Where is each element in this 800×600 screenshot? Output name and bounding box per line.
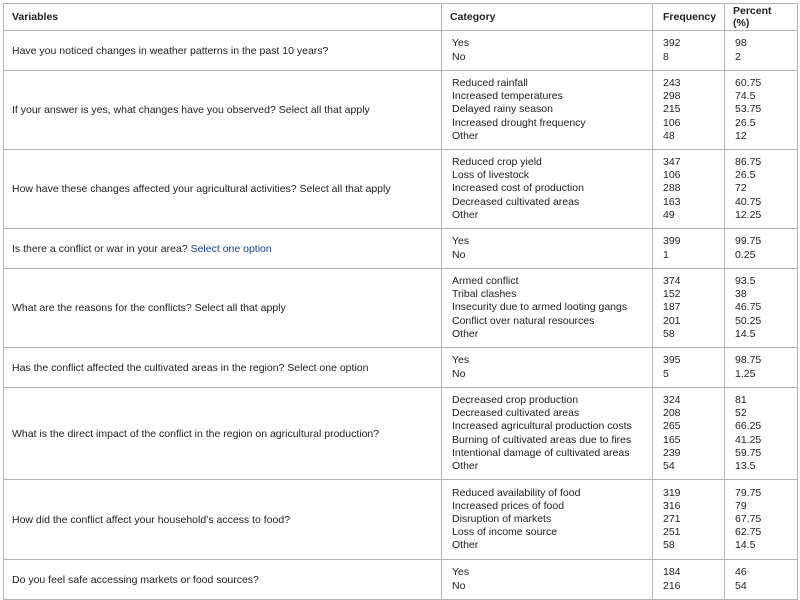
frequency-value: 298 — [663, 90, 681, 103]
category-item: Yes — [452, 37, 470, 50]
percent-value: 79 — [735, 499, 747, 512]
category-item: Loss of income source — [452, 526, 558, 539]
category-cell — [442, 150, 653, 229]
category-item: No — [452, 579, 466, 592]
percent-cell — [725, 269, 798, 348]
frequency-value: 239 — [663, 446, 681, 459]
frequency-value: 347 — [663, 156, 681, 169]
category-cell — [442, 229, 653, 269]
frequency-value: 48 — [663, 129, 675, 142]
frequency-value: 288 — [663, 182, 681, 195]
frequency-cell — [653, 31, 725, 71]
percent-value: 0.25 — [735, 248, 756, 261]
frequency-value: 251 — [663, 526, 681, 539]
percent-value: 12.25 — [735, 208, 762, 221]
category-cell — [442, 348, 653, 388]
frequency-cell — [653, 560, 725, 600]
frequency-value: 395 — [663, 354, 681, 367]
category-item: Tribal clashes — [452, 288, 517, 301]
percent-value: 2 — [735, 50, 741, 63]
category-cell — [442, 269, 653, 348]
percent-value: 98 — [735, 37, 747, 50]
category-item: Yes — [452, 566, 470, 579]
frequency-value: 243 — [663, 77, 681, 90]
frequency-value: 316 — [663, 499, 681, 512]
category-item: No — [452, 50, 466, 63]
percent-value: 50.25 — [735, 314, 762, 327]
percent-value: 40.75 — [735, 195, 762, 208]
frequency-value: 187 — [663, 301, 681, 314]
frequency-value: 392 — [663, 37, 681, 50]
percent-cell — [725, 348, 798, 388]
percent-value: 26.5 — [735, 169, 756, 182]
percent-value: 14.5 — [735, 327, 756, 340]
frequency-cell — [653, 388, 725, 480]
category-item: Conflict over natural resources — [452, 314, 595, 327]
frequency-value: 58 — [663, 327, 675, 340]
table-row — [4, 269, 798, 348]
question-cell — [4, 229, 442, 269]
frequency-value: 163 — [663, 195, 681, 208]
category-item: Increased prices of food — [452, 499, 565, 512]
frequency-value: 216 — [663, 579, 681, 592]
category-item: Increased drought frequency — [452, 116, 586, 129]
question-cell — [4, 71, 442, 150]
frequency-value: 1 — [663, 248, 669, 261]
frequency-value: 201 — [663, 314, 681, 327]
category-item: Increased temperatures — [452, 90, 563, 103]
category-item: Delayed rainy season — [452, 103, 553, 116]
frequency-cell — [653, 480, 725, 560]
frequency-value: 152 — [663, 288, 681, 301]
category-item: Other — [452, 208, 479, 221]
category-item: Other — [452, 459, 479, 472]
category-item: Decreased crop production — [452, 394, 579, 407]
percent-value: 81 — [735, 394, 747, 407]
frequency-cell — [653, 229, 725, 269]
percent-value: 86.75 — [735, 156, 762, 169]
percent-value: 13.5 — [735, 459, 756, 472]
question-cell — [4, 480, 442, 560]
question-cell — [4, 150, 442, 229]
category-item: Insecurity due to armed looting gangs — [452, 301, 628, 314]
category-item: Armed conflict — [452, 275, 519, 288]
table-row — [4, 31, 798, 71]
category-item: Increased cost of production — [452, 182, 584, 195]
question-text: Do you feel safe accessing markets or food sources? — [12, 573, 259, 586]
category-item: Other — [452, 129, 479, 142]
category-item: Burning of cultivated areas due to fires — [452, 433, 632, 446]
question-cell — [4, 31, 442, 71]
frequency-value: 399 — [663, 235, 681, 248]
header-category: Category — [442, 4, 653, 31]
category-cell — [442, 480, 653, 560]
percent-value: 74.5 — [735, 90, 756, 103]
percent-cell — [725, 150, 798, 229]
frequency-cell — [653, 71, 725, 150]
percent-value: 12 — [735, 129, 747, 142]
table-row — [4, 229, 798, 269]
category-item: Reduced crop yield — [452, 156, 542, 169]
table-row — [4, 348, 798, 388]
percent-value: 98.75 — [735, 354, 762, 367]
percent-value: 38 — [735, 288, 747, 301]
frequency-value: 324 — [663, 394, 681, 407]
percent-value: 1.25 — [735, 367, 756, 380]
frequency-value: 215 — [663, 103, 681, 116]
header-variables: Variables — [4, 4, 442, 31]
table-row — [4, 71, 798, 150]
frequency-cell — [653, 348, 725, 388]
frequency-value: 184 — [663, 566, 681, 579]
category-cell — [442, 31, 653, 71]
percent-value: 99.75 — [735, 235, 762, 248]
header-row — [4, 4, 798, 31]
percent-value: 14.5 — [735, 539, 756, 552]
frequency-value: 165 — [663, 433, 681, 446]
category-item: Reduced rainfall — [452, 77, 528, 90]
category-item: Increased agricultural production costs — [452, 420, 632, 433]
question-text: How did the conflict affect your household’s access to food? — [12, 513, 291, 526]
question-text: Is there a conflict or war in your area? — [12, 242, 191, 255]
category-item: No — [452, 248, 466, 261]
category-item: Yes — [452, 235, 470, 248]
category-cell — [442, 560, 653, 600]
category-item: Loss of livestock — [452, 169, 530, 182]
percent-value: 60.75 — [735, 77, 762, 90]
percent-cell — [725, 31, 798, 71]
percent-cell — [725, 388, 798, 480]
question-text: Have you noticed changes in weather patterns in the past 10 years? — [12, 44, 329, 57]
frequency-value: 106 — [663, 116, 681, 129]
percent-value: 46 — [735, 566, 747, 579]
question-cell — [4, 348, 442, 388]
header-percent: Percent (%) — [725, 4, 798, 31]
category-item: Other — [452, 539, 479, 552]
table-row — [4, 480, 798, 560]
frequency-value: 58 — [663, 539, 675, 552]
percent-cell — [725, 480, 798, 560]
frequency-value: 106 — [663, 169, 681, 182]
percent-value: 62.75 — [735, 526, 762, 539]
question-text: If your answer is yes, what changes have you observed? Select all that apply — [12, 104, 370, 116]
frequency-value: 5 — [663, 367, 669, 380]
table-row — [4, 560, 798, 600]
category-item: Reduced availability of food — [452, 486, 581, 499]
percent-value: 72 — [735, 182, 747, 195]
frequency-value: 208 — [663, 407, 681, 420]
question-text: How have these changes affected your agricultural activities? Select all that apply — [12, 183, 391, 195]
percent-value: 79.75 — [735, 486, 762, 499]
category-item: Decreased cultivated areas — [452, 407, 580, 420]
question-text: What is the direct impact of the conflict in the region on agricultural production? — [12, 427, 380, 440]
table-body — [4, 31, 798, 600]
question-text: What are the reasons for the conflicts? Select all that apply — [12, 302, 286, 314]
category-item: Decreased cultivated areas — [452, 195, 580, 208]
frequency-value: 319 — [663, 486, 681, 499]
percent-value: 59.75 — [735, 446, 762, 459]
frequency-value: 54 — [663, 459, 675, 472]
category-item: Yes — [452, 354, 470, 367]
frequency-value: 374 — [663, 275, 681, 288]
percent-value: 93.5 — [735, 275, 756, 288]
percent-cell — [725, 71, 798, 150]
question-highlight-text: Select one option — [190, 242, 272, 255]
question-text: Has the conflict affected the cultivated areas in the region? Select one option — [12, 361, 369, 374]
frequency-value: 49 — [663, 208, 675, 221]
table-row — [4, 388, 798, 480]
frequency-cell — [653, 269, 725, 348]
frequency-cell — [653, 150, 725, 229]
percent-cell — [725, 229, 798, 269]
question-cell — [4, 560, 442, 600]
category-cell — [442, 71, 653, 150]
frequency-value: 271 — [663, 512, 681, 525]
percent-value: 46.75 — [735, 301, 762, 314]
percent-value: 52 — [735, 407, 747, 420]
question-cell — [4, 388, 442, 480]
percent-value: 53.75 — [735, 103, 762, 116]
header-frequency: Frequency — [653, 4, 725, 31]
table-row — [4, 150, 798, 229]
category-cell — [442, 388, 653, 480]
percent-value: 66.25 — [735, 420, 762, 433]
percent-value: 67.75 — [735, 512, 762, 525]
percent-value: 54 — [735, 579, 747, 592]
percent-value: 26.5 — [735, 116, 756, 129]
frequency-value: 8 — [663, 50, 669, 63]
category-item: Intentional damage of cultivated areas — [452, 446, 630, 459]
category-item: Disruption of markets — [452, 512, 552, 525]
question-cell — [4, 269, 442, 348]
frequency-value: 265 — [663, 420, 681, 433]
survey-results-table — [3, 3, 798, 600]
category-item: No — [452, 367, 466, 380]
percent-cell — [725, 560, 798, 600]
percent-value: 41.25 — [735, 433, 762, 446]
category-item: Other — [452, 327, 479, 340]
